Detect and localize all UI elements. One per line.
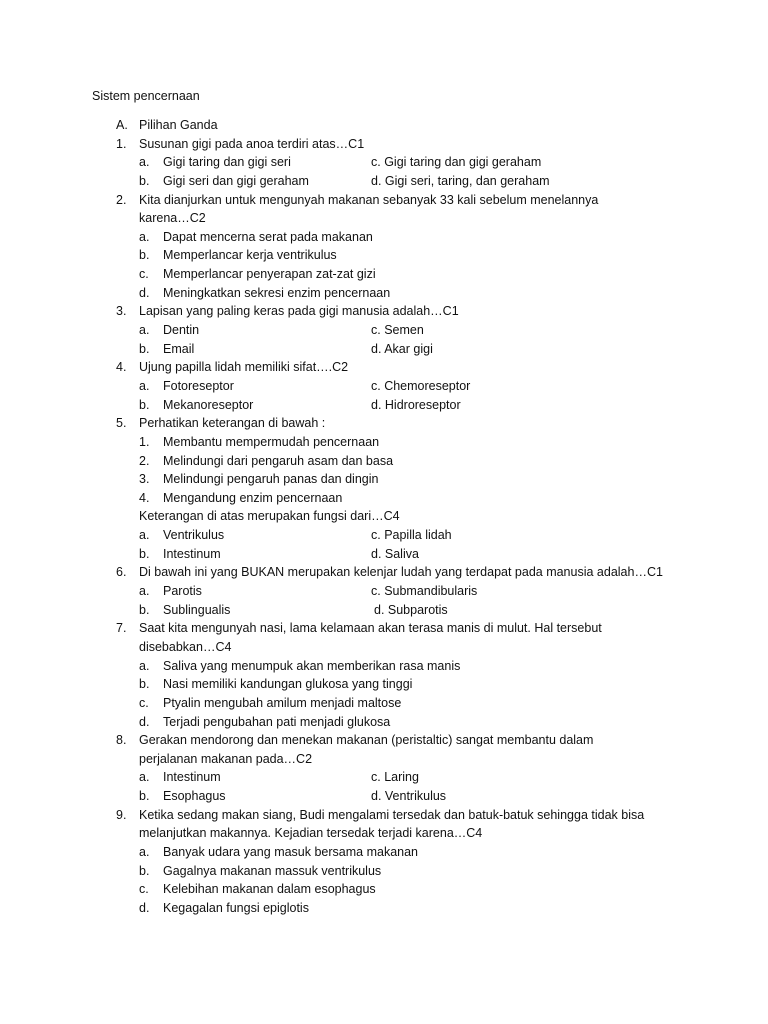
question-number: 1.	[116, 136, 127, 151]
question-number: 9.	[116, 807, 127, 822]
option-right: c. Laring	[371, 770, 419, 785]
option-text: Dapat mencerna serat pada makanan	[163, 229, 373, 244]
option-letter: a.	[139, 844, 150, 859]
option-text: Parotis	[163, 584, 202, 599]
answer-option-row	[0, 172, 768, 191]
option-letter: d.	[139, 900, 150, 915]
question-number: 6.	[116, 565, 127, 580]
statement-item	[0, 489, 768, 508]
question-number: 4.	[116, 360, 127, 375]
question-line	[0, 414, 768, 433]
answer-option	[0, 265, 768, 284]
section-letter: A.	[116, 118, 128, 132]
section-heading	[0, 116, 768, 135]
option-letter: b.	[139, 173, 150, 188]
question-text: Lapisan yang paling keras pada gigi manusia adalah…C1	[139, 304, 459, 319]
question-line	[0, 302, 768, 321]
statement-text: Melindungi pengaruh panas dan dingin	[163, 472, 379, 487]
answer-option-row	[0, 153, 768, 172]
question-followup	[0, 507, 768, 526]
question-text: Di bawah ini yang BUKAN merupakan kelenjar ludah yang terdapat pada manusia adalah…C1	[139, 565, 663, 580]
statement-text: Melindungi dari pengaruh asam dan basa	[163, 453, 394, 468]
question-text: Susunan gigi pada anoa terdiri atas…C1	[139, 136, 365, 151]
option-text: Fotoreseptor	[163, 378, 234, 393]
option-text: Meningkatkan sekresi enzim pencernaan	[163, 285, 391, 300]
option-text: Dentin	[163, 323, 200, 338]
statement-number: 4.	[139, 490, 150, 505]
option-right: d. Saliva	[371, 546, 419, 561]
question-continuation-line	[0, 750, 768, 769]
answer-option	[0, 228, 768, 247]
option-right: d. Hidroreseptor	[371, 397, 461, 412]
answer-option-row	[0, 601, 768, 620]
question-number: 8.	[116, 733, 127, 748]
statement-number: 3.	[139, 472, 150, 487]
option-right: d. Ventrikulus	[371, 789, 447, 804]
option-text: Gigi taring dan gigi seri	[163, 155, 291, 170]
section-title: Pilihan Ganda	[139, 118, 218, 132]
question-text: Gerakan mendorong dan menekan makanan (peristaltic) sangat membantu dalam	[139, 733, 594, 748]
statement-item	[0, 470, 768, 489]
option-right: d. Akar gigi	[371, 341, 433, 356]
option-text: Memperlancar penyerapan zat-zat gizi	[163, 267, 376, 282]
statement-text: Mengandung enzim pencernaan	[163, 490, 343, 505]
option-letter: d.	[139, 285, 150, 300]
question-continuation-line	[0, 824, 768, 843]
question-text: Perhatikan keterangan di bawah :	[139, 416, 326, 431]
option-text: Esophagus	[163, 789, 226, 804]
option-letter: a.	[139, 378, 150, 393]
option-letter: c.	[139, 267, 149, 282]
answer-option	[0, 880, 768, 899]
question-list	[0, 116, 768, 918]
option-letter: b.	[139, 248, 150, 263]
option-text: Mekanoreseptor	[163, 397, 254, 412]
answer-option	[0, 899, 768, 918]
answer-option	[0, 694, 768, 713]
question-number: 2.	[116, 192, 127, 207]
option-text: Sublingualis	[163, 602, 231, 617]
question-line	[0, 806, 768, 825]
answer-option-row	[0, 582, 768, 601]
option-text: Gigi seri dan gigi geraham	[163, 173, 309, 188]
option-text: Banyak udara yang masuk bersama makanan	[163, 844, 419, 859]
answer-option	[0, 862, 768, 881]
answer-option-row	[0, 340, 768, 359]
answer-option-row	[0, 377, 768, 396]
answer-option-row	[0, 545, 768, 564]
question-text: Kita dianjurkan untuk mengunyah makanan sebanyak 33 kali sebelum menelannya	[139, 192, 599, 207]
document-title: Sistem pencernaan	[92, 89, 200, 103]
question-text: disebabkan…C4	[139, 639, 232, 654]
option-text: Gagalnya makanan massuk ventrikulus	[163, 863, 382, 878]
option-letter: b.	[139, 602, 150, 617]
option-letter: a.	[139, 229, 150, 244]
answer-option-row	[0, 321, 768, 340]
option-text: Intestinum	[163, 770, 221, 785]
option-right: c. Semen	[371, 323, 424, 338]
answer-option	[0, 675, 768, 694]
question-text: melanjutkan makannya. Kejadian tersedak terjadi karena…C4	[139, 826, 483, 841]
question-number: 3.	[116, 304, 127, 319]
option-text: Ptyalin mengubah amilum menjadi maltose	[163, 695, 402, 710]
option-text: Kelebihan makanan dalam esophagus	[163, 882, 376, 897]
option-text: Terjadi pengubahan pati menjadi glukosa	[163, 714, 391, 729]
option-letter: b.	[139, 789, 150, 804]
option-right: d. Subparotis	[374, 602, 448, 617]
answer-option-row	[0, 526, 768, 545]
answer-option	[0, 657, 768, 676]
statement-item	[0, 433, 768, 452]
question-line	[0, 135, 768, 154]
question-text: perjalanan makanan pada…C2	[139, 751, 313, 766]
question-text: Saat kita mengunyah nasi, lama kelamaan akan terasa manis di mulut. Hal tersebut	[139, 621, 602, 636]
question-line	[0, 191, 768, 210]
option-text: Email	[163, 341, 195, 356]
question-line	[0, 731, 768, 750]
option-text: Memperlancar kerja ventrikulus	[163, 248, 337, 263]
answer-option-row	[0, 768, 768, 787]
option-letter: d.	[139, 714, 150, 729]
option-letter: c.	[139, 695, 149, 710]
option-right: c. Submandibularis	[371, 584, 478, 599]
answer-option	[0, 713, 768, 732]
question-followup-text: Keterangan di atas merupakan fungsi dari…C4	[139, 509, 400, 524]
option-text: Intestinum	[163, 546, 221, 561]
question-text: karena…C2	[139, 211, 206, 226]
option-letter: a.	[139, 155, 150, 170]
question-continuation-line	[0, 638, 768, 657]
statement-text: Membantu mempermudah pencernaan	[163, 434, 380, 449]
question-number: 7.	[116, 621, 127, 636]
answer-option	[0, 843, 768, 862]
option-letter: a.	[139, 770, 150, 785]
question-line	[0, 358, 768, 377]
option-right: c. Gigi taring dan gigi geraham	[371, 155, 542, 170]
option-text: Nasi memiliki kandungan glukosa yang tinggi	[163, 677, 413, 692]
answer-option-row	[0, 787, 768, 806]
question-continuation-line	[0, 209, 768, 228]
option-text: Saliva yang menumpuk akan memberikan rasa manis	[163, 658, 461, 673]
statement-number: 1.	[139, 434, 150, 449]
option-letter: b.	[139, 397, 150, 412]
question-line	[0, 619, 768, 638]
answer-option	[0, 284, 768, 303]
statement-number: 2.	[139, 453, 150, 468]
option-letter: c.	[139, 882, 149, 897]
option-letter: b.	[139, 863, 150, 878]
question-line	[0, 563, 768, 582]
question-text: Ketika sedang makan siang, Budi mengalami tersedak dan batuk-batuk sehingga tidak bisa	[139, 807, 645, 822]
option-right: d. Gigi seri, taring, dan geraham	[371, 173, 550, 188]
option-text: Kegagalan fungsi epiglotis	[163, 900, 309, 915]
option-letter: b.	[139, 341, 150, 356]
option-right: c. Chemoreseptor	[371, 378, 471, 393]
option-right: c. Papilla lidah	[371, 528, 452, 543]
option-letter: a.	[139, 584, 150, 599]
option-text: Ventrikulus	[163, 528, 225, 543]
answer-option-row	[0, 396, 768, 415]
option-letter: a.	[139, 528, 150, 543]
option-letter: b.	[139, 546, 150, 561]
statement-item	[0, 452, 768, 471]
question-text: Ujung papilla lidah memiliki sifat….C2	[139, 360, 349, 375]
option-letter: a.	[139, 658, 150, 673]
option-letter: a.	[139, 323, 150, 338]
answer-option	[0, 246, 768, 265]
question-number: 5.	[116, 416, 127, 431]
option-letter: b.	[139, 677, 150, 692]
